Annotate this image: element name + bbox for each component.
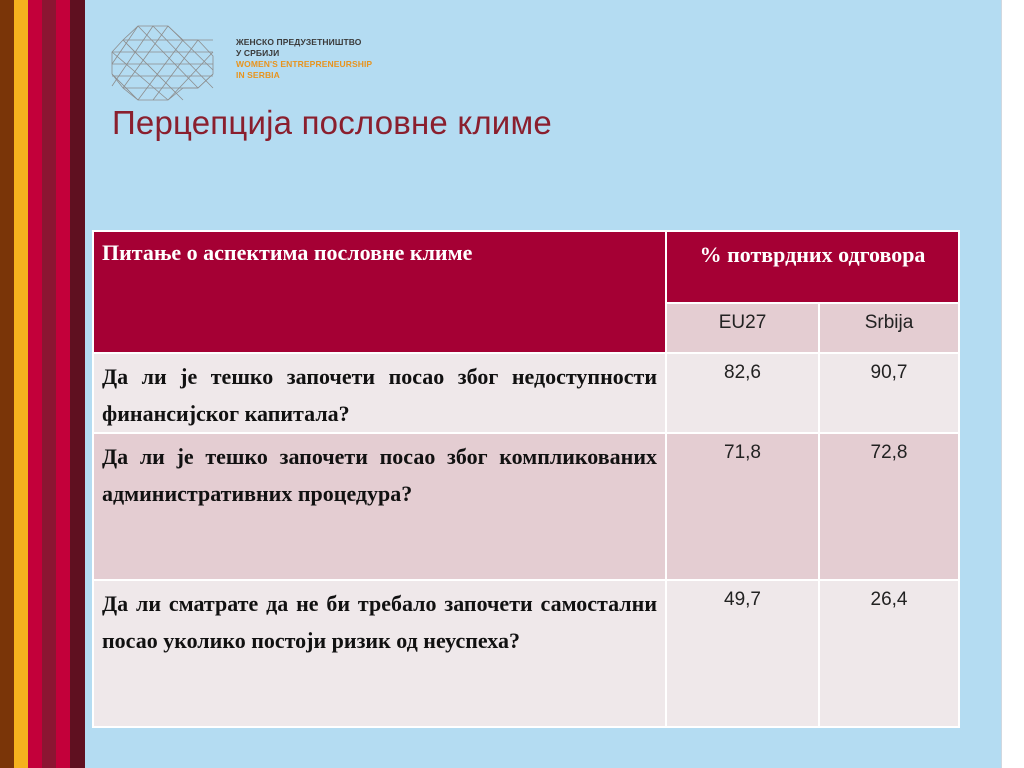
row-rs-value: 90,7 bbox=[819, 353, 959, 433]
table-row bbox=[93, 580, 959, 727]
slide-edge bbox=[1001, 0, 1024, 768]
decorative-stripes bbox=[0, 0, 85, 768]
table-row bbox=[93, 433, 959, 580]
survey-table bbox=[92, 230, 960, 728]
row-question: Да ли је тешко започети посао због недоступности финансијског капитала? bbox=[93, 353, 666, 433]
stripe-red-2 bbox=[56, 0, 70, 768]
row-eu-value: 71,8 bbox=[666, 433, 819, 580]
row-eu-value: 82,6 bbox=[666, 353, 819, 433]
header-percent: % потврдних одговора bbox=[666, 231, 959, 303]
logo-line-2: У СРБИЈИ bbox=[236, 48, 280, 58]
row-rs-value: 26,4 bbox=[819, 580, 959, 727]
stripe-brown bbox=[0, 0, 14, 768]
header-row bbox=[93, 231, 959, 303]
row-question: Да ли је тешко започети посао због компликованих административних процедура? bbox=[93, 433, 666, 580]
logo-mesh-icon bbox=[108, 22, 218, 102]
stripe-red bbox=[28, 0, 42, 768]
header-srbija: Srbija bbox=[819, 303, 959, 353]
logo-line-4: IN SERBIA bbox=[236, 70, 280, 80]
stripe-yellow bbox=[14, 0, 28, 768]
stripe-dark bbox=[70, 0, 85, 768]
table-row bbox=[93, 353, 959, 433]
header-eu27: EU27 bbox=[666, 303, 819, 353]
page-title: Перцепција пословне климе bbox=[112, 104, 552, 141]
row-rs-value: 72,8 bbox=[819, 433, 959, 580]
row-question: Да ли сматрате да не би требало започети самостални посао уколико постоји ризик од неуспеха? bbox=[93, 580, 666, 727]
stripe-maroon bbox=[42, 0, 56, 768]
logo-line-1: ЖЕНСКО ПРЕДУЗЕТНИШТВО bbox=[236, 37, 362, 47]
header-question: Питање о аспектима пословне климе bbox=[93, 231, 666, 353]
row-eu-value: 49,7 bbox=[666, 580, 819, 727]
logo-text bbox=[236, 37, 372, 81]
logo-line-3: WOMEN'S ENTREPRENEURSHIP bbox=[236, 59, 373, 69]
